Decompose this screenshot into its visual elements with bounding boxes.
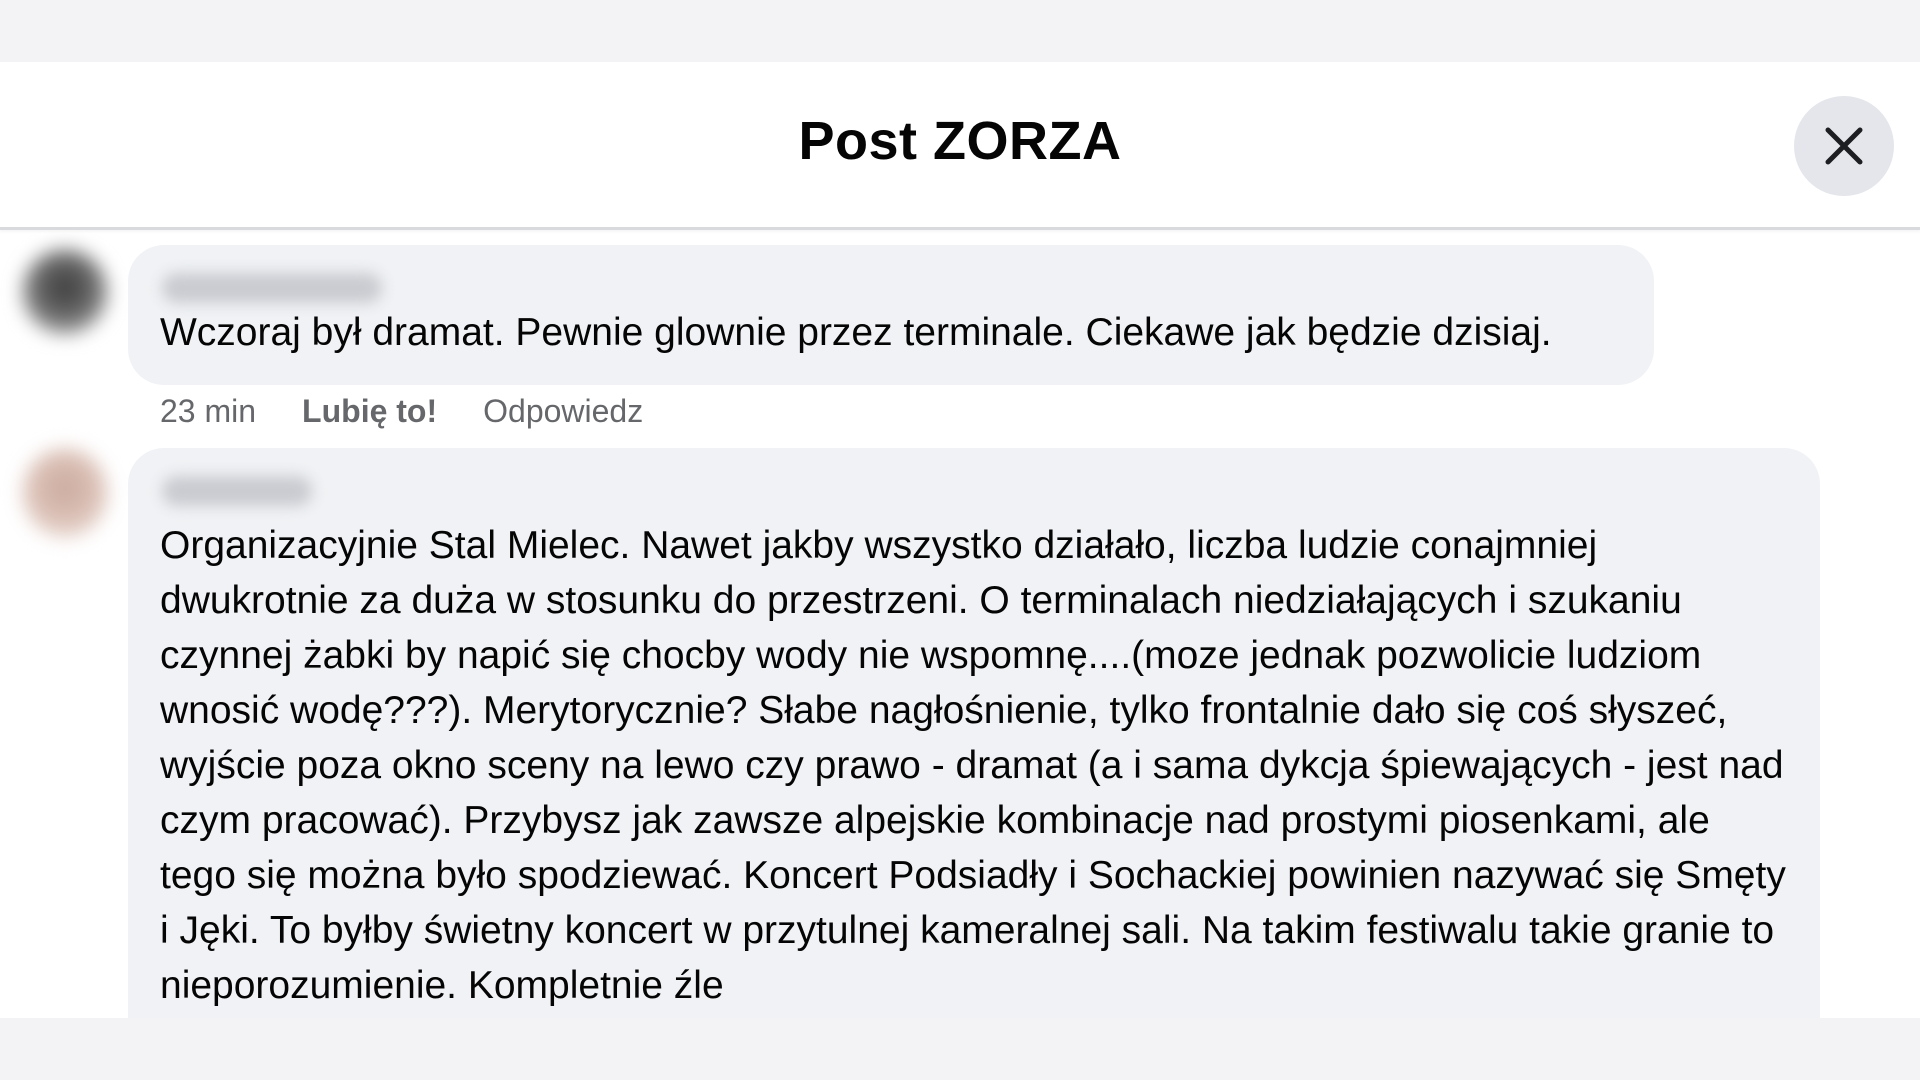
comment-author[interactable] [162,476,312,506]
dialog-header [0,62,1920,230]
comment-author[interactable] [162,273,382,303]
comment-text: Wczoraj był dramat. Pewnie glownie przez terminale. Ciekawe jak będzie dzisiaj. [160,311,1552,354]
reply-button[interactable]: Odpowiedz [483,393,644,429]
comment-timestamp[interactable]: 23 min [160,393,257,429]
comment-bubble [128,448,1820,1018]
like-button[interactable]: Lubię to! [302,393,438,429]
comment-bubble [128,245,1654,385]
comment-text: Organizacyjnie Stal Mielec. Nawet jakby wszystko działało, liczba ludzie conajmniej dwukrotnie za duża w stosunku do przestrzeni. O terminalach niedziałających i szukaniu czynnej żabki by napić się chocby wody nie wspomnę....(moze jednak pozwolicie ludziom wnosić wodę???). Merytorycznie? Słabe nagłośnienie, tylko frontalnie dało się coś słyszeć, wyjście poza okno sceny na lewo czy prawo - dramat (a i sama dykcja śpiewających - jest nad czym pracować). Przybysz jak zawsze alpejskie kombinacje nad prostymi piosenkami, ale tego się można było spodziewać. Koncert Podsiadły i Sochackiej powinien nazywać się Smęty i Jęki. To byłby świetny koncert w przytulnej kameralnej sali. Na takim festiwalu takie granie to nieporozumienie. Kompletnie źle [160,524,1786,1007]
comment-item [0,448,1920,1018]
avatar[interactable] [22,249,108,335]
comment-item [0,245,1920,445]
comment-actions [160,385,643,437]
avatar[interactable] [22,448,108,538]
close-button[interactable] [1794,96,1894,196]
post-dialog [0,62,1920,1018]
dialog-title: Post ZORZA [798,111,1122,171]
close-icon [1824,126,1864,166]
